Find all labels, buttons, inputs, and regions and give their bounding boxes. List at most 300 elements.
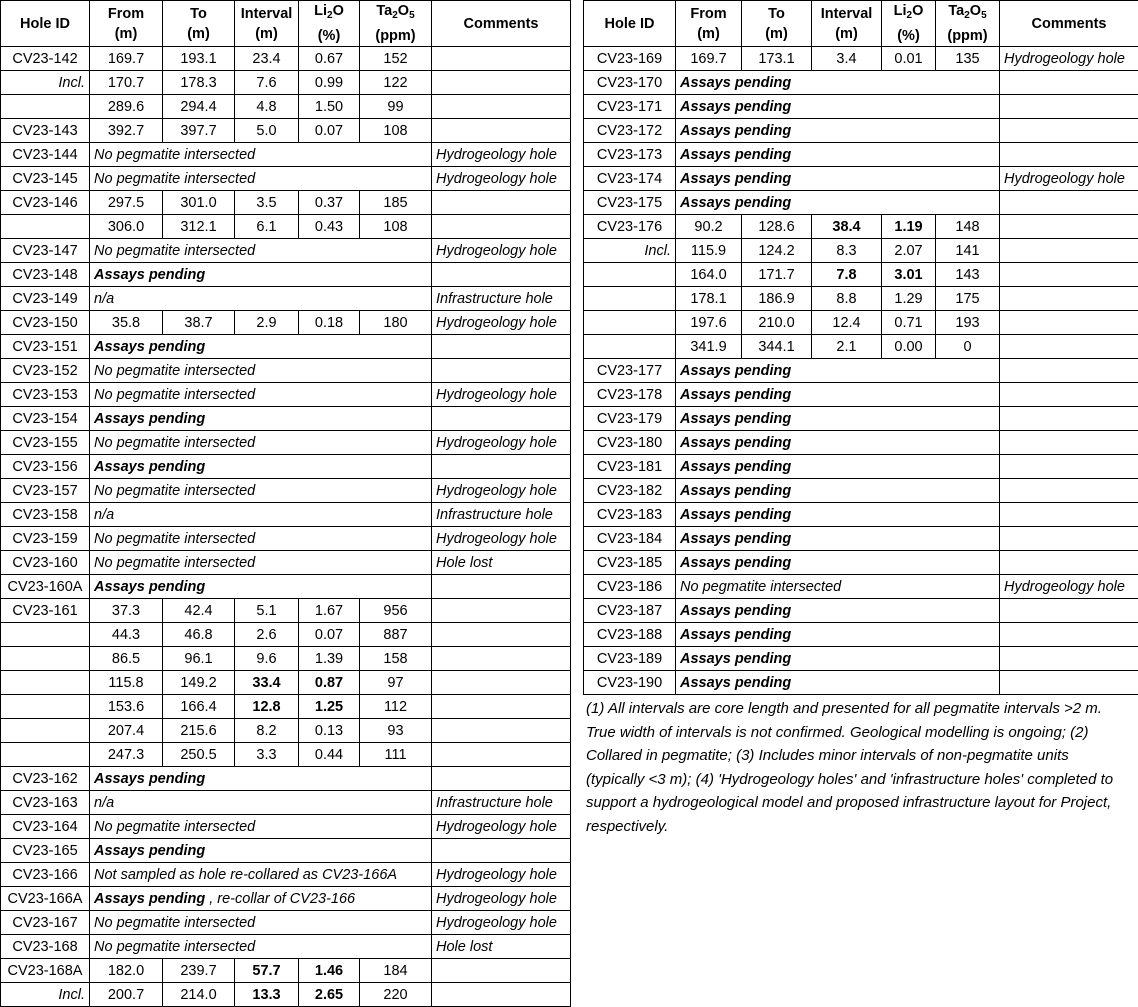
to-cell: 193.1 [163,47,235,71]
comment-cell [432,335,571,359]
note-cell [90,551,432,575]
note-text: Assays pending [680,171,791,187]
table-row [584,575,1138,599]
ta2o5-cell: 93 [360,719,432,743]
comment-cell [432,767,571,791]
comment-cell [432,71,571,95]
interval-cell: 38.4 [812,215,882,239]
comment-cell [1000,455,1138,479]
note-text: Assays pending [94,843,205,859]
hole-id-cell: CV23-188 [584,623,676,647]
hole-id-cell: CV23-158 [1,503,90,527]
header-from: From (m) [676,1,742,47]
note-text: Assays pending [680,483,791,499]
li2o-cell: 0.71 [882,311,936,335]
hole-id-cell: CV23-181 [584,455,676,479]
note-cell [90,863,432,887]
to-cell: 186.9 [742,287,812,311]
to-cell: 166.4 [163,695,235,719]
li2o-cell: 0.07 [299,623,360,647]
interval-cell: 4.8 [235,95,299,119]
table-row [584,527,1138,551]
hole-id-cell: CV23-190 [584,671,676,695]
hole-id-cell: Incl. [1,71,90,95]
comment-cell: Hydrogeology hole [432,863,571,887]
interval-cell: 3.3 [235,743,299,767]
interval-cell: 23.4 [235,47,299,71]
note-text: Assays pending [680,531,791,547]
header-row [1,1,571,47]
comment-cell: Hydrogeology hole [432,383,571,407]
note-text: n/a [94,795,114,811]
interval-cell: 5.1 [235,599,299,623]
to-cell: 210.0 [742,311,812,335]
hole-id-cell: CV23-182 [584,479,676,503]
hole-id-cell [1,623,90,647]
hole-id-cell: CV23-155 [1,431,90,455]
comment-cell [432,359,571,383]
table-row [1,455,571,479]
comment-cell [432,647,571,671]
hole-id-cell: CV23-156 [1,455,90,479]
note-text: Assays pending [680,195,791,211]
note-cell [676,479,1000,503]
note-text: Assays pending [680,435,791,451]
comment-cell [1000,647,1138,671]
comment-cell [1000,335,1138,359]
table-row [1,239,571,263]
comment-cell: Infrastructure hole [432,287,571,311]
hole-id-cell: CV23-176 [584,215,676,239]
note-cell [676,551,1000,575]
interval-cell: 8.8 [812,287,882,311]
table-body-right [584,47,1138,695]
comment-cell: Hydrogeology hole [1000,575,1138,599]
comment-cell [1000,599,1138,623]
hole-id-cell: CV23-163 [1,791,90,815]
from-cell: 153.6 [90,695,163,719]
hole-id-cell: CV23-171 [584,95,676,119]
li2o-cell: 1.29 [882,287,936,311]
comment-cell [432,743,571,767]
table-row [1,119,571,143]
ta2o5-cell: 185 [360,191,432,215]
table-row [1,431,571,455]
comment-cell: Hydrogeology hole [432,167,571,191]
ta2o5-cell: 180 [360,311,432,335]
to-cell: 171.7 [742,263,812,287]
hole-id-cell: CV23-150 [1,311,90,335]
note-text: Assays pending [94,267,205,283]
li2o-cell: 0.07 [299,119,360,143]
to-cell: 128.6 [742,215,812,239]
to-cell: 312.1 [163,215,235,239]
comment-cell [1000,527,1138,551]
table-row [584,503,1138,527]
note-cell [90,431,432,455]
hole-id-cell: CV23-142 [1,47,90,71]
ta2o5-cell: 108 [360,215,432,239]
note-cell [90,383,432,407]
table-row [584,383,1138,407]
from-cell: 44.3 [90,623,163,647]
hole-id-cell: CV23-167 [1,911,90,935]
note-text: Assays pending [94,579,205,595]
li2o-cell: 1.25 [299,695,360,719]
note-cell [676,503,1000,527]
note-cell [90,335,432,359]
table-row [584,647,1138,671]
comment-cell [1000,551,1138,575]
hole-id-cell [584,263,676,287]
ta2o5-cell: 108 [360,119,432,143]
table-row [1,479,571,503]
hole-id-cell: CV23-179 [584,407,676,431]
to-cell: 42.4 [163,599,235,623]
hole-id-cell: Incl. [584,239,676,263]
table-row [584,623,1138,647]
table-row [584,599,1138,623]
note-cell [90,791,432,815]
hole-id-cell: CV23-153 [1,383,90,407]
ta2o5-cell: 148 [936,215,1000,239]
from-cell: 90.2 [676,215,742,239]
table-row [1,47,571,71]
note-cell [90,359,432,383]
comment-cell [432,839,571,863]
note-text: n/a [94,507,114,523]
table-row [1,911,571,935]
interval-cell: 13.3 [235,983,299,1007]
hole-id-cell: CV23-152 [1,359,90,383]
note-text: Assays pending [680,363,791,379]
note-cell [90,911,432,935]
li2o-cell: 3.01 [882,263,936,287]
table-row [1,623,571,647]
comment-cell [432,119,571,143]
note-text: Assays pending [680,411,791,427]
to-cell: 239.7 [163,959,235,983]
hole-id-cell: CV23-173 [584,143,676,167]
comment-cell: Hydrogeology hole [1000,167,1138,191]
header-interval: Interval (m) [812,1,882,47]
comment-cell: Hydrogeology hole [432,815,571,839]
table-row [1,719,571,743]
hole-id-cell: CV23-183 [584,503,676,527]
note-text: Assays pending [94,411,205,427]
from-cell: 247.3 [90,743,163,767]
hole-id-cell: CV23-160 [1,551,90,575]
to-cell: 149.2 [163,671,235,695]
ta2o5-cell: 152 [360,47,432,71]
li2o-cell: 2.07 [882,239,936,263]
hole-id-cell: CV23-178 [584,383,676,407]
li2o-cell: 0.44 [299,743,360,767]
note-suffix: , re-collar of CV23-166 [205,891,355,907]
note-text: No pegmatite intersected [680,579,841,595]
table-row [1,191,571,215]
hole-id-cell: CV23-144 [1,143,90,167]
table-row [1,863,571,887]
hole-id-cell: CV23-164 [1,815,90,839]
comment-cell [1000,503,1138,527]
from-cell: 200.7 [90,983,163,1007]
table-row [1,527,571,551]
note-text: Assays pending [680,99,791,115]
comment-cell [1000,407,1138,431]
table-row [1,287,571,311]
note-text: No pegmatite intersected [94,147,255,163]
hole-id-cell: CV23-160A [1,575,90,599]
hole-id-cell: CV23-147 [1,239,90,263]
hole-id-cell: CV23-174 [584,167,676,191]
table-row [584,95,1138,119]
comment-cell: Hydrogeology hole [432,527,571,551]
comment-cell [432,215,571,239]
table-row [1,791,571,815]
ta2o5-cell: 122 [360,71,432,95]
note-text: No pegmatite intersected [94,531,255,547]
interval-cell: 12.4 [812,311,882,335]
table-row [1,335,571,359]
interval-cell: 6.1 [235,215,299,239]
hole-id-cell: CV23-145 [1,167,90,191]
table-row [584,431,1138,455]
note-cell [676,119,1000,143]
header-to: To (m) [742,1,812,47]
from-cell: 341.9 [676,335,742,359]
comment-cell [1000,359,1138,383]
hole-id-cell [1,743,90,767]
table-row [1,359,571,383]
comment-cell [1000,287,1138,311]
table-row [584,551,1138,575]
note-cell [90,167,432,191]
hole-id-cell: CV23-172 [584,119,676,143]
hole-id-cell: CV23-175 [584,191,676,215]
table-row [1,743,571,767]
table-row [584,191,1138,215]
li2o-cell: 1.19 [882,215,936,239]
comment-cell [432,95,571,119]
comment-cell [432,671,571,695]
note-text: Assays pending [94,891,205,907]
hole-id-cell: CV23-189 [584,647,676,671]
comment-cell [432,695,571,719]
comment-cell [1000,311,1138,335]
note-text: No pegmatite intersected [94,555,255,571]
table-row [584,143,1138,167]
from-cell: 392.7 [90,119,163,143]
note-cell [90,527,432,551]
li2o-cell: 0.00 [882,335,936,359]
table-row [584,263,1138,287]
comment-cell [432,575,571,599]
note-cell [90,479,432,503]
note-text: Assays pending [680,627,791,643]
note-cell [90,767,432,791]
comment-cell [432,191,571,215]
table-row [1,95,571,119]
table-row [1,551,571,575]
note-cell [676,623,1000,647]
interval-cell: 33.4 [235,671,299,695]
header-li2o: $Li_2O$ (%) [882,1,936,47]
comment-cell [1000,263,1138,287]
to-cell: 38.7 [163,311,235,335]
to-cell: 178.3 [163,71,235,95]
note-cell [676,599,1000,623]
table-row [584,71,1138,95]
note-cell [676,671,1000,695]
header-to: To (m) [163,1,235,47]
table-row [1,503,571,527]
hole-id-cell [1,95,90,119]
interval-cell: 2.1 [812,335,882,359]
table-row [1,935,571,959]
from-cell: 297.5 [90,191,163,215]
note-text: Assays pending [94,459,205,475]
table-body-left [1,47,571,1007]
comment-cell: Hydrogeology hole [432,143,571,167]
note-text: Assays pending [680,507,791,523]
to-cell: 124.2 [742,239,812,263]
interval-cell: 3.4 [812,47,882,71]
hole-id-cell: CV23-143 [1,119,90,143]
hole-id-cell: CV23-186 [584,575,676,599]
comment-cell [1000,623,1138,647]
comment-cell [432,599,571,623]
hole-id-cell [1,695,90,719]
to-cell: 214.0 [163,983,235,1007]
ta2o5-cell: 184 [360,959,432,983]
header-row [584,1,1138,47]
table-row [1,311,571,335]
comment-cell: Hydrogeology hole [432,311,571,335]
hole-id-cell [1,215,90,239]
comment-cell [432,719,571,743]
ta2o5-cell: 158 [360,647,432,671]
table-row [584,287,1138,311]
note-cell [676,383,1000,407]
note-text: No pegmatite intersected [94,171,255,187]
table-row [584,239,1138,263]
hole-id-cell: CV23-148 [1,263,90,287]
comment-cell: Infrastructure hole [432,503,571,527]
note-text: Assays pending [680,459,791,475]
table-row [1,767,571,791]
li2o-cell: 1.67 [299,599,360,623]
ta2o5-cell: 112 [360,695,432,719]
note-text: Assays pending [680,123,791,139]
table-row [1,959,571,983]
hole-id-cell: CV23-159 [1,527,90,551]
hole-id-cell: CV23-168A [1,959,90,983]
to-cell: 215.6 [163,719,235,743]
hole-id-cell: CV23-157 [1,479,90,503]
from-cell: 170.7 [90,71,163,95]
table-row [584,167,1138,191]
note-text: No pegmatite intersected [94,363,255,379]
comment-cell [1000,191,1138,215]
li2o-cell: 0.67 [299,47,360,71]
hole-id-cell: Incl. [1,983,90,1007]
interval-cell: 8.2 [235,719,299,743]
note-cell [676,647,1000,671]
ta2o5-cell: 956 [360,599,432,623]
table-row [584,671,1138,695]
note-text: No pegmatite intersected [94,939,255,955]
note-text: Assays pending [680,675,791,691]
note-text: Assays pending [94,771,205,787]
comment-cell [432,455,571,479]
note-text: No pegmatite intersected [94,387,255,403]
comment-cell [432,47,571,71]
note-text: Assays pending [680,147,791,163]
table-row [1,815,571,839]
table-row [1,575,571,599]
header-comments: Comments [1000,1,1138,47]
note-cell [90,839,432,863]
comment-cell: Hole lost [432,551,571,575]
li2o-cell: 1.46 [299,959,360,983]
comment-cell [1000,71,1138,95]
to-cell: 250.5 [163,743,235,767]
comment-cell: Hydrogeology hole [432,479,571,503]
comment-cell [1000,383,1138,407]
ta2o5-cell: 111 [360,743,432,767]
hole-id-cell: CV23-169 [584,47,676,71]
note-text: No pegmatite intersected [94,243,255,259]
hole-id-cell [584,287,676,311]
note-cell [676,167,1000,191]
from-cell: 86.5 [90,647,163,671]
interval-cell: 2.9 [235,311,299,335]
ta2o5-cell: 0 [936,335,1000,359]
comment-cell [1000,119,1138,143]
from-cell: 169.7 [676,47,742,71]
table-row [584,335,1138,359]
li2o-cell: 0.87 [299,671,360,695]
ta2o5-cell: 220 [360,983,432,1007]
interval-cell: 8.3 [812,239,882,263]
from-cell: 182.0 [90,959,163,983]
hole-id-cell: CV23-154 [1,407,90,431]
table-row [584,47,1138,71]
from-cell: 197.6 [676,311,742,335]
hole-id-cell: CV23-170 [584,71,676,95]
to-cell: 173.1 [742,47,812,71]
comment-cell [432,623,571,647]
table-row [1,143,571,167]
from-cell: 37.3 [90,599,163,623]
note-text: n/a [94,291,114,307]
table-row [584,479,1138,503]
hole-id-cell: CV23-177 [584,359,676,383]
from-cell: 115.8 [90,671,163,695]
hole-id-cell: CV23-149 [1,287,90,311]
ta2o5-cell: 143 [936,263,1000,287]
hole-id-cell: CV23-168 [1,935,90,959]
note-cell [676,95,1000,119]
note-cell [676,143,1000,167]
table-row [584,359,1138,383]
comment-cell: Hydrogeology hole [1000,47,1138,71]
note-text: No pegmatite intersected [94,483,255,499]
table-row [584,215,1138,239]
interval-cell: 57.7 [235,959,299,983]
note-cell [676,575,1000,599]
